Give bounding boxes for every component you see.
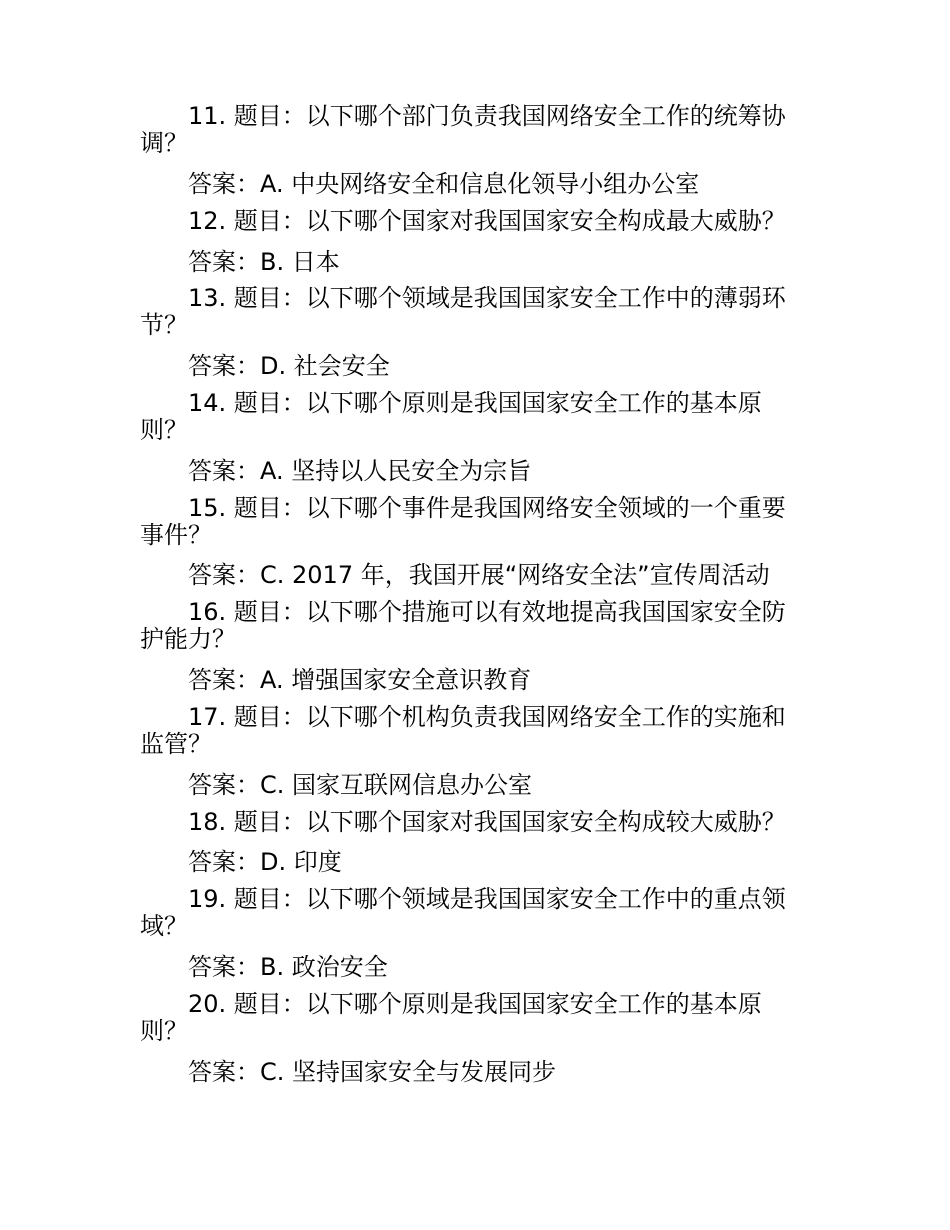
question-text: 12. 题目：以下哪个国家对我国国家安全构成最大威胁？ (188, 206, 786, 235)
question-text: 14. 题目：以下哪个原则是我国国家安全工作的基本原则？ (140, 389, 762, 444)
document-body (140, 103, 802, 1096)
question-text: 15. 题目：以下哪个事件是我国网络安全领域的一个重要事件？ (140, 493, 786, 549)
qa-item-15 (140, 495, 802, 590)
answer-text: 答案：B. 政治安全 (188, 953, 388, 981)
question-text: 13. 题目：以下哪个领域是我国国家安全工作中的薄弱环节？ (140, 284, 786, 340)
answer-text: 答案：C. 2017 年，我国开展“网络安全法”宣传周活动 (188, 561, 770, 590)
qa-item-12 (140, 208, 802, 276)
qa-item-14 (140, 390, 802, 485)
question-text: 16. 题目：以下哪个措施可以有效地提高我国国家安全防护能力？ (140, 598, 786, 654)
answer-text: 答案：C. 坚持国家安全与发展同步 (188, 1057, 557, 1086)
answer-text: 答案：D. 社会安全 (188, 352, 390, 381)
answer-text: 答案：C. 国家互联网信息办公室 (188, 770, 533, 799)
answer-text: 答案：A. 坚持以人民安全为宗旨 (188, 456, 532, 485)
qa-item-13 (140, 285, 802, 380)
question-text: 20. 题目：以下哪个原则是我国国家安全工作的基本原则？ (140, 989, 762, 1045)
question-text: 18. 题目：以下哪个国家对我国国家安全构成较大威胁？ (188, 807, 786, 836)
qa-item-11 (140, 103, 802, 198)
question-text: 19. 题目：以下哪个领域是我国国家安全工作中的重点领域？ (140, 885, 786, 941)
qa-item-16 (140, 599, 802, 694)
answer-text: 答案：A. 增强国家安全意识教育 (188, 666, 532, 694)
answer-text: 答案：A. 中央网络安全和信息化领导小组办公室 (188, 169, 700, 198)
question-text: 11. 题目：以下哪个部门负责我国网络安全工作的统筹协调？ (140, 102, 786, 157)
qa-item-18 (140, 809, 802, 877)
question-text: 17. 题目：以下哪个机构负责我国网络安全工作的实施和监管？ (140, 702, 786, 758)
qa-item-19 (140, 886, 802, 981)
answer-text: 答案：D. 印度 (188, 848, 342, 877)
answer-text: 答案：B. 日本 (188, 247, 340, 276)
qa-item-20 (140, 991, 802, 1086)
qa-item-17 (140, 704, 802, 799)
